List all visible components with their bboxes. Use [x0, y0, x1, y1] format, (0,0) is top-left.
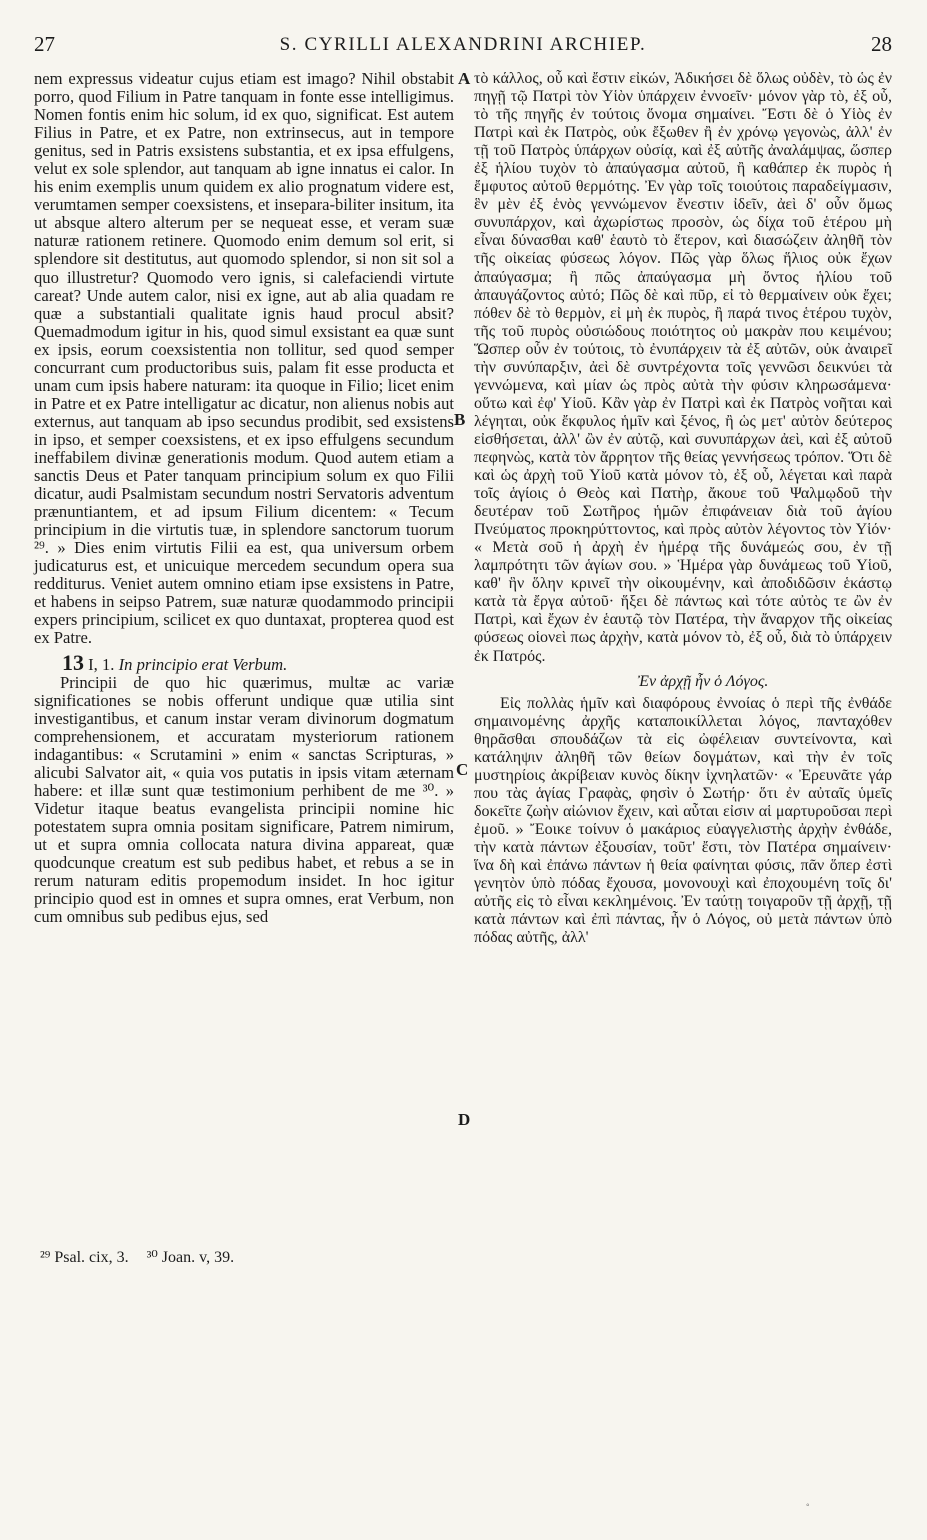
section-title: In principio erat Verbum. [118, 654, 288, 674]
running-head-title: S. CYRILLI ALEXANDRINI ARCHIEP. [279, 34, 647, 55]
page-number-left: 27 [34, 32, 55, 56]
latin-section-heading [34, 649, 454, 675]
margin-marker-d: D [458, 1110, 471, 1129]
page-number-right: 28 [871, 32, 892, 56]
margin-marker-c: C [456, 760, 469, 779]
margin-marker-a: A [458, 69, 471, 88]
latin-column [34, 70, 454, 926]
section-reference: I, 1. [88, 654, 115, 674]
footnote-30: ³⁰ Joan. v, 39. [146, 1249, 235, 1266]
section-number: 13 [62, 649, 84, 675]
latin-paragraph-1: nem expressus videatur cujus etiam est imago? Nihil obstabit porro, quod Filium in Patre tanquam in fonte esse intelligimus. Nomen fontis enim hic solum, id ex quo, significat. Est autem Filius in Patre, et ex Patre, non extrinsecus, aut in tempore genitus, sed in Patris exsistens substantia, et ex ipsa effulgens, velut ex sole splendor, aut tanquam ab igne innatus ei calor. In his enim exemplis unum quidem ex alio prognatum videre est, verumtamen semper coexsistens, et insepara-biliter insitum, ita ut absque altero alterum per se nequeat esse, et veram suæ naturæ rationem retinere. Quomodo enim demum sol erit, si splendore sit destitutus, aut quomodo splendor, si non sit sol a quo illustretur? Quomodo vero ignis, si calefaciendi virtute careat? Unde autem calor, nisi ex igne, aut ab alia quadam re quæ a substantiali qualitate ignis haud procul absit? Quemadmodum igitur in his, quod simul exsistant ea quæ sunt ex ipsis, eorum coexsistentia non tollitur, sed quod semper concurrant cum productoribus suis, palam fit esse producta et unam cum ipsis habere naturam: ita quoque in Filio; licet enim in Patre et ex Patre intelligatur ac dicatur, non alienus nobis aut externus, aut tanquam ab ipso secundus prodibit, sed exsistens in ipso, et semper coexsistens, et ex ipso effulgens secundum ineffabilem divinæ generationis modum. Quod autem etiam a sanctis Deus et Pater tanquam principium solum ex quo Filii dicatur, audi Psalmistam secundum nostri Servatoris adventum prænuntiantem, et ad ipsum Filium dicentem: « Tecum principium in die virtutis tuæ, in splendore sanctorum tuorum ²⁹. » Dies enim virtutis Filii ea est, qua universum orbem judicaturus est, et unicuique mercedem secundum opera sua redditurus. Veniet autem omnino etiam ipse exsistens in Patre, et habens in seipso Patrem, suæ naturæ quodammodo principii expers principium, scilicet ex quo duntaxat, propterea quod est ex Patre. [34, 69, 454, 648]
footnote-29: ²⁹ Psal. cix, 3. [40, 1249, 129, 1266]
margin-marker-b: B [454, 410, 466, 429]
footnotes [40, 1247, 234, 1267]
greek-column [474, 70, 892, 947]
greek-paragraph-2: Εἰς πολλὰς ἡμῖν καὶ διαφόρους ἐννοίας ὁ περὶ τῆς ἐνθάδε σημαινομένης ἀρχῆς καταποικίλλεται λόγος, πανταχόθεν θηρᾶσθαι σπουδάζων τὰ εἰς ὠφέλειαν συντείνοντα, καὶ κατάληψιν ἀληθῆ τῶν θείων δογμάτων, καὶ τὴν ἐν τοῖς μυστηρίοις ἀκρίβειαν κυνὸς δίκην ἰχνηλατῶν· « Ἐρευνᾶτε γάρ που τὰς ἁγίας Γραφὰς, φησὶν ὁ Σωτήρ· ὅτι ἐν αὐταῖς ὑμεῖς δοκεῖτε ζωὴν αἰώνιον ἔχειν, καὶ αὗται εἰσιν αἱ μαρτυροῦσαι περὶ ἐμοῦ. » Ἔοικε τοίνυν ὁ μακάριος εὐαγγελιστὴς ἀρχὴν ἐνθάδε, τὴν κατὰ πάντων ἐξουσίαν, τοῦτ' ἔστι, τὸν Πατέρα σημαίνειν· ἵνα δὴ καὶ ἐπάνω πάντων ἡ θεία φαίνηται φύσις, πᾶν ὅπερ ἐστὶ γενητὸν ὑπὸ πόδας ἔχουσα, μονονουχὶ καὶ ἐποχουμένη τοῖς δι' αὐτῆς εἰς τὸ εἶναι κεκλημένοις. Ἐν ταύτῃ τοιγαροῦν τῇ ἀρχῇ, τῇ κατὰ πάντων καὶ ἐπὶ πάντας, ἦν ὁ Λόγος, οὐ μετὰ πάντων ὑπὸ πόδας αὐτῆς, ἀλλ' [474, 694, 892, 947]
printer-mark-icon: ◦ [806, 1500, 810, 1511]
greek-section-title: Ἐν ἀρχῇ ἦν ὁ Λόγος. [637, 672, 769, 690]
greek-paragraph-1: τὸ κάλλος, οὗ καὶ ἔστιν εἰκών, Ἀδικήσει δὲ ὅλως οὐδὲν, τὸ ὡς ἐν πηγῇ τῷ Πατρὶ τὸν Υἱὸν ὑπάρχειν ἐννοεῖν· μόνον γὰρ τὸ, ἐξ οὗ, τὸ τῆς πηγῆς ἐν τούτοις ὄνομα σημαίνει. Ἔστι δὲ ὁ Υἱὸς ἐν Πατρὶ καὶ ἐκ Πατρὸς, οὐκ ἔξωθεν ἢ ἐν χρόνῳ γεγονὼς, ἀλλ' ἐν τῇ τοῦ Πατρὸς ὑπάρχων οὐσίᾳ, καὶ ἐξ αὐτῆς ἀναλάμψας, ὥσπερ ἐξ ἡλίου τυχὸν τὸ ἀπαύγασμα αὐτοῦ, ἢ καθάπερ ἐκ πυρὸς ἡ ἔμφυτος αὐτοῦ θερμότης. Ἐν γὰρ τοῖς τοιούτοις παραδείγμασιν, ἓν μὲν ἐξ ἑνὸς γεννώμενον ἔνεστιν ἰδεῖν, ἀεὶ δ' οὖν ὅμως συνυπάρχον, καὶ ἀχωρίστως προσὸν, ὡς δίχα τοῦ ἑτέρου μὴ εἶναι δύνασθαι καθ' ἑαυτὸ τὸ ἕτερον, καὶ διασώζειν ἀληθῆ τὸν τῆς οἰκείας φύσεως λόγον. Πῶς γὰρ ὅλως ἥλιος οὐκ ἔχων ἀπαύγασμα; ἢ πῶς ἀπαύγασμα μὴ ὄντος ἡλίου τοῦ ἀπαυγάζοντος αὐτό; Πῶς δὲ καὶ πῦρ, εἰ τὸ θερμαίνειν οὐκ ἔχει; πόθεν δὲ τὸ θερμὸν, εἰ μὴ ἐκ πυρὸς, ἢ παρά τινος ἑτέρου τυχὸν, τῆς τοῦ πυρὸς οὐσιώδους ποιότητος οὐ μακρὰν που κειμένου; Ὥσπερ οὖν ἐν τούτοις, τὸ ἐνυπάρχειν τὰ ἐξ αὐτῶν, οὐκ ἀναιρεῖ τὴν συνύπαρξιν, ἀεὶ δὲ συντρέχοντα τοῖς γεννῶσι δεικνύει τὰ γεννώμενα, καὶ μίαν ὡς πρὸς αὐτὰ τὴν φύσιν κληρωσάμενα· οὕτω καὶ ἐφ' Υἱοῦ. Κἂν γὰρ ἐν Πατρὶ καὶ ἐκ Πατρὸς νοῆται καὶ λέγηται, οὐκ ἔκφυλος ἡμῖν καὶ ξένος, ἢ ὡς μετ' αὐτὸν δεύτερος εἰσθήσεται, ἀλλ' ὢν ἐν αὐτῷ, καὶ συνυπάρχων ἀεὶ, καὶ ἐξ αὐτοῦ πεφηνὼς, κατὰ τὸν ἄρρητον τῆς θείας γεννήσεως τρόπον. Ὅτι δὲ καὶ ὡς ἀρχὴ τοῦ Υἱοῦ κατὰ μόνον τὸ, ἐξ οὗ, λέγεται καὶ παρὰ τοῖς ἁγίοις ὁ Θεὸς καὶ Πατὴρ, ἄκουε τοῦ Ψαλμῳδοῦ τὴν δευτέραν τοῦ Σωτῆρος ἡμῶν ἐπιφάνειαν διὰ τοῦ ἁγίου Πνεύματος προκηρύττοντος, καὶ πρὸς αὐτὸν λέγοντος τὸν Υἱόν· « Μετὰ σοῦ ἡ ἀρχὴ ἐν ἡμέρᾳ τῆς δυνάμεώς σου, ἐν τῇ λαμπρότητι τῶν ἁγίων σου. » Ἡμέρα γὰρ δυνάμεως τοῦ Υἱοῦ, καθ' ἣν ὅλην κρινεῖ τὴν οἰκουμένην, καὶ ἀποδιδῶσιν ἑκάστῳ κατὰ τὰ ἔργα αὐτοῦ· ἥξει δὲ πάντως καὶ τότε αὐτὸς τε ὢν ἐν Πατρὶ, καὶ ἔχων ἐν ἑαυτῷ τὸν Πατέρα, τὴν ἄναρχον τῆς οἰκείας φύσεως οἱονεὶ πως ἀρχὴν, κατὰ μόνον τὸ, ἐξ οὗ, διὰ τὸ ὑπάρχειν ἐκ Πατρός. [474, 70, 892, 665]
running-header [34, 32, 892, 58]
latin-paragraph-2: Principii de quo hic quærimus, multæ ac variæ significationes se nobis offerunt undique quæ utilia sint investigantibus, et canum instar veram divinorum dogmatum comprehensionem, et accuratam mysteriorum rationem indagantibus: « Scrutamini » enim « sanctas Scripturas, » alicubi Salvator ait, « quia vos putatis in ipsis vitam æternam habere: et illæ sunt quæ testimonium perhibent de me ³⁰. » Videtur itaque beatus evangelista principii nomine hic potestatem supra omnia positam significare, Patrem nimirum, ut et supra omnia collocata natura divina appareat, quæ quodcunque creatum est sub pedibus habet, et rebus a se in rerum naturam editis propemodum insidet. In hoc igitur principio quod est in omnes et supra omnes, erat Verbum, non cum omnibus sub pedibus ejus, sed [34, 672, 454, 927]
